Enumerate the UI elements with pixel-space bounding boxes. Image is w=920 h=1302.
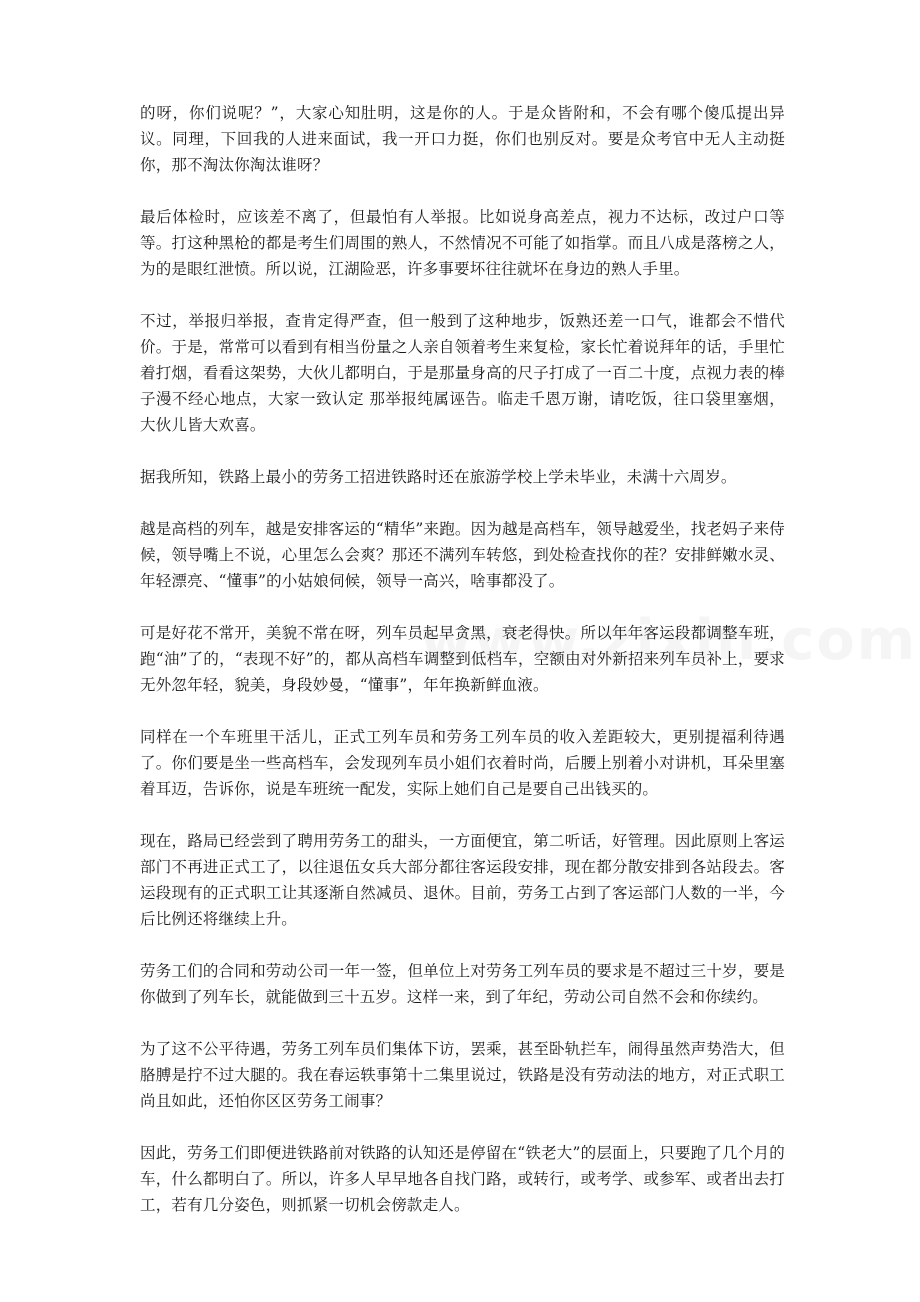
paragraph: 最后体检时，应该差不离了，但最怕有人举报。比如说身高差点，视力不达标，改过户口等等。打这种黑枪的都是考生们周围的熟人，不然情况不可能了如指掌。而且八成是落榜之人，为的是眼红泄愤。所以说，江湖险恶，许多事要坏往往就坏在身边的熟人手里。 — [140, 208, 785, 278]
paragraph: 现在，路局已经尝到了聘用劳务工的甜头，一方面便宜，第二听话，好管理。因此原则上客运部门不再进正式工了，以往退伍女兵大部分都往客运段安排，现在都分散安排到各站段去。客运段现有的正式职工让其逐渐自然减员、退休。目前，劳务工占到了客运部门人数的一半，今后比例还将继续上升。 — [140, 832, 785, 928]
paragraph: 据我所知，铁路上最小的劳务工招进铁路时还在旅游学校上学未毕业，未满十六周岁。 — [140, 468, 737, 486]
paragraph: 的呀，你们说呢？”，大家心知肚明，这是你的人。于是众皆附和，不会有哪个傻瓜提出异议。同理，下回我的人进来面试，我一开口力挺，你们也别反对。要是众考官中无人主动挺你，那不淘汰你淘汰谁呀？ — [140, 104, 785, 174]
paragraph: 劳务工们的合同和劳动公司一年一签，但单位上对劳务工列车员的要求是不超过三十岁，要是你做到了列车长，就能做到三十五岁。这样一来，到了年纪，劳动公司自然不会和你续约。 — [140, 962, 785, 1006]
paragraph: 同样在一个车班里干活儿，正式工列车员和劳务工列车员的收入差距较大，更别提福利待遇了。你们要是坐一些高档车，会发现列车员小姐们衣着时尚，后腰上别着小对讲机，耳朵里塞着耳迈，告诉你，说是车班统一配发，实际上她们自己是要自己出钱买的。 — [140, 728, 785, 798]
paragraph: 不过，举报归举报，查肯定得严查，但一般到了这种地步，饭熟还差一口气，谁都会不惜代价。于是，常常可以看到有相当份量之人亲自领着考生来复检，家长忙着说拜年的话，手里忙着打烟，看看这架势，大伙儿都明白，于是那量身高的尺子打成了一百二十度，点视力表的棒子漫不经心地点，大家一致认定 那举报纯属诬告。临走千恩万谢，请吃饭，往口袋里塞烟，大伙儿皆大欢喜。 — [140, 312, 785, 434]
paragraph: 为了这不公平待遇，劳务工列车员们集体下访，罢乘，甚至卧轨拦车，闹得虽然声势浩大，但胳膊是拧不过大腿的。我在春运轶事第十二集里说过，铁路是没有劳动法的地方，对正式职工尚且如此，还怕你区区劳务工闹事？ — [140, 1040, 785, 1110]
paragraph: 可是好花不常开，美貌不常在呀，列车员起早贪黑，衰老得快。所以年年客运段都调整车班，跑“油”了的，“表现不好”的，都从高档车调整到低档车，空额由对外新招来列车员补上，要求无外忽年轻，貌美，身段妙曼，“懂事”，年年换新鲜血液。 — [140, 624, 785, 694]
paragraph: 越是高档的列车，越是安排客运的“精华”来跑。因为越是高档车，领导越爱坐，找老妈子来侍候，领导嘴上不说，心里怎么会爽？那还不满列车转悠，到处检查找你的茬？安排鲜嫩水灵、年轻漂亮、“懂事”的小姑娘伺候，领导一高兴，啥事都没了。 — [140, 520, 785, 590]
document-body — [140, 100, 785, 1244]
paragraph: 因此，劳务工们即便进铁路前对铁路的认知还是停留在“铁老大”的层面上，只要跑了几个月的车，什么都明白了。所以，许多人早早地各自找门路，或转行，或考学、或参军、或者出去打工，若有几分姿色，则抓紧一切机会傍款走人。 — [140, 1144, 785, 1214]
